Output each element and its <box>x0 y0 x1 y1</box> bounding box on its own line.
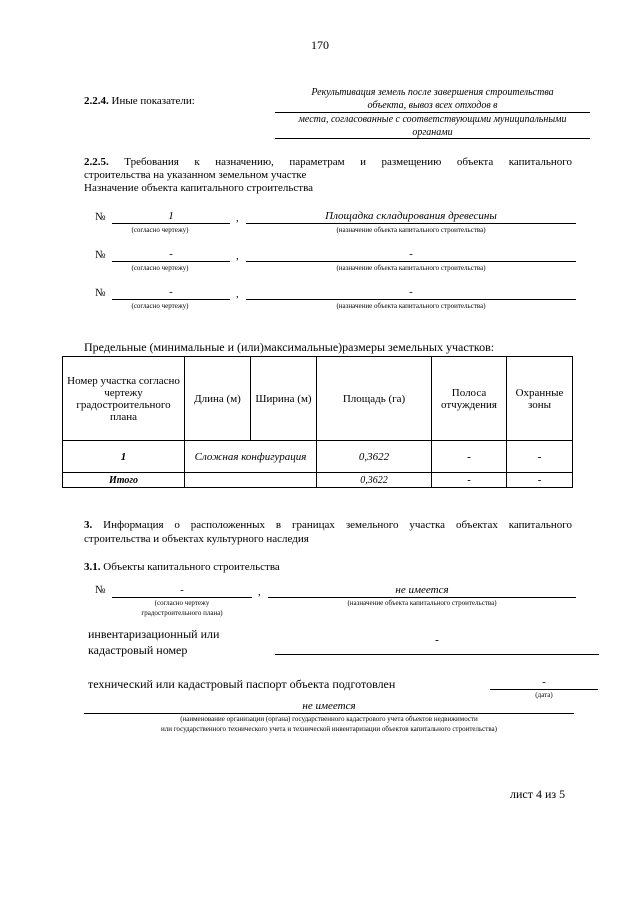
org-value: не имеется <box>302 700 356 712</box>
object-number-line <box>112 299 230 300</box>
capital-object-number: - <box>180 584 184 596</box>
cell-exclusion: - <box>432 441 507 473</box>
section-224-value-2: объекта, вывоз всех отходов в <box>367 100 498 111</box>
number-caption: (согласно чертежу) <box>131 226 189 234</box>
passport-date: - <box>542 676 546 688</box>
cell-area: 0,3622 <box>317 441 432 473</box>
comma: , <box>236 250 239 262</box>
section-225-text: Требования к назначению, параметрам и размещению объекта капитального <box>124 156 572 168</box>
capital-purpose-caption: (назначение объекта капитального строительства) <box>347 599 497 607</box>
table-row <box>63 441 573 473</box>
org-line <box>84 713 574 714</box>
inventory-label-2: кадастровый номер <box>88 643 188 657</box>
section-3-number: 3. <box>84 519 93 531</box>
cell-total-exclusion: - <box>432 473 507 488</box>
capital-object-purpose-line <box>268 597 576 598</box>
table-header-row <box>63 357 573 441</box>
comma: , <box>236 212 239 224</box>
inventory-value: - <box>435 634 439 646</box>
section-225-line-2: строительства на указанном земельном участке <box>84 169 307 181</box>
purpose-caption: (назначение объекта капитального строительства) <box>336 302 486 310</box>
object-purpose: - <box>409 248 413 260</box>
sizes-table <box>62 356 573 488</box>
cell-protection: - <box>507 441 573 473</box>
capital-object-purpose: не имеется <box>395 584 449 596</box>
section-224-value-1: Рекультивация земель после завершения строительства <box>311 87 554 98</box>
page-number: 170 <box>311 38 329 52</box>
passport-date-line <box>490 689 598 690</box>
cell-total-label: Итого <box>63 473 185 488</box>
header-width: Ширина (м) <box>251 357 317 441</box>
section-3-line-2: строительства и объектах культурного наследия <box>84 533 309 545</box>
object-number: - <box>169 248 173 260</box>
section-3-line-1 <box>84 519 572 531</box>
section-31-heading <box>84 561 280 573</box>
capital-object-number-line <box>112 597 252 598</box>
object-number: 1 <box>168 210 174 222</box>
org-caption-2: или государственного технического учета и технической инвентаризации объектов капитального строительства) <box>160 725 497 733</box>
number-caption: (согласно чертежу) <box>131 302 189 310</box>
object-purpose: - <box>409 286 413 298</box>
table-total-row <box>63 473 573 488</box>
org-caption-1: (наименование организации (органа) государственного кадастрового учета объектов недвижимости <box>180 715 478 723</box>
object-purpose-line <box>246 223 576 224</box>
section-224-value-4: органами <box>412 127 453 138</box>
section-225-line-3: Назначение объекта капитального строительства <box>84 182 314 194</box>
section-31-label: Объекты капитального строительства <box>103 561 280 573</box>
cell-plot-number: 1 <box>63 441 185 473</box>
section-224-underline <box>275 112 590 113</box>
object-number: - <box>169 286 173 298</box>
capital-number-caption-2: градостроительного плана) <box>141 609 223 617</box>
capital-number-caption-1: (согласно чертежу <box>154 599 210 607</box>
object-purpose-line <box>246 299 576 300</box>
section-224-heading <box>84 95 195 107</box>
cell-total-area: 0,3622 <box>317 473 432 488</box>
section-224-label: Иные показатели: <box>111 95 195 107</box>
header-protection-zones: Охранные зоны <box>507 357 573 441</box>
cell-total-protection: - <box>507 473 573 488</box>
cell-configuration: Сложная конфигурация <box>185 441 317 473</box>
number-caption: (согласно чертежу) <box>131 264 189 272</box>
comma: , <box>236 288 239 300</box>
sheet-footer: лист 4 из 5 <box>510 787 566 801</box>
inventory-label-1: инвентаризационный или <box>88 627 220 641</box>
section-3-text: Информация о расположенных в границах земельного участка объектах капитального <box>103 519 572 531</box>
inventory-line <box>275 654 599 655</box>
section-225-number: 2.2.5. <box>84 156 109 168</box>
object-number-line <box>112 223 230 224</box>
purpose-caption: (назначение объекта капитального строительства) <box>336 226 486 234</box>
number-sign: № <box>95 249 106 261</box>
object-purpose-line <box>246 261 576 262</box>
section-224-underline-2 <box>275 138 590 139</box>
section-224-number: 2.2.4. <box>84 95 109 107</box>
section-225-line-1 <box>84 156 572 168</box>
passport-date-caption: (дата) <box>535 691 553 699</box>
header-area: Площадь (га) <box>317 357 432 441</box>
number-sign: № <box>95 287 106 299</box>
sizes-title: Предельные (минимальные и (или)максимальные)размеры земельных участков: <box>84 340 495 354</box>
number-sign: № <box>95 211 106 223</box>
passport-label: технический или кадастровый паспорт объекта подготовлен <box>88 677 396 691</box>
number-sign: № <box>95 584 106 596</box>
section-31-number: 3.1. <box>84 561 101 573</box>
header-length: Длина (м) <box>185 357 251 441</box>
object-number-line <box>112 261 230 262</box>
section-224-value-3: места, согласованные с соответствующими муниципальными <box>298 114 567 125</box>
purpose-caption: (назначение объекта капитального строительства) <box>336 264 486 272</box>
comma: , <box>258 586 261 598</box>
header-exclusion-strip: Полоса отчуждения <box>432 357 507 441</box>
object-purpose: Площадка складирования древесины <box>325 210 497 222</box>
cell-total-empty <box>185 473 317 488</box>
header-plot-number: Номер участка согласно чертежу градостроительного плана <box>63 357 185 441</box>
